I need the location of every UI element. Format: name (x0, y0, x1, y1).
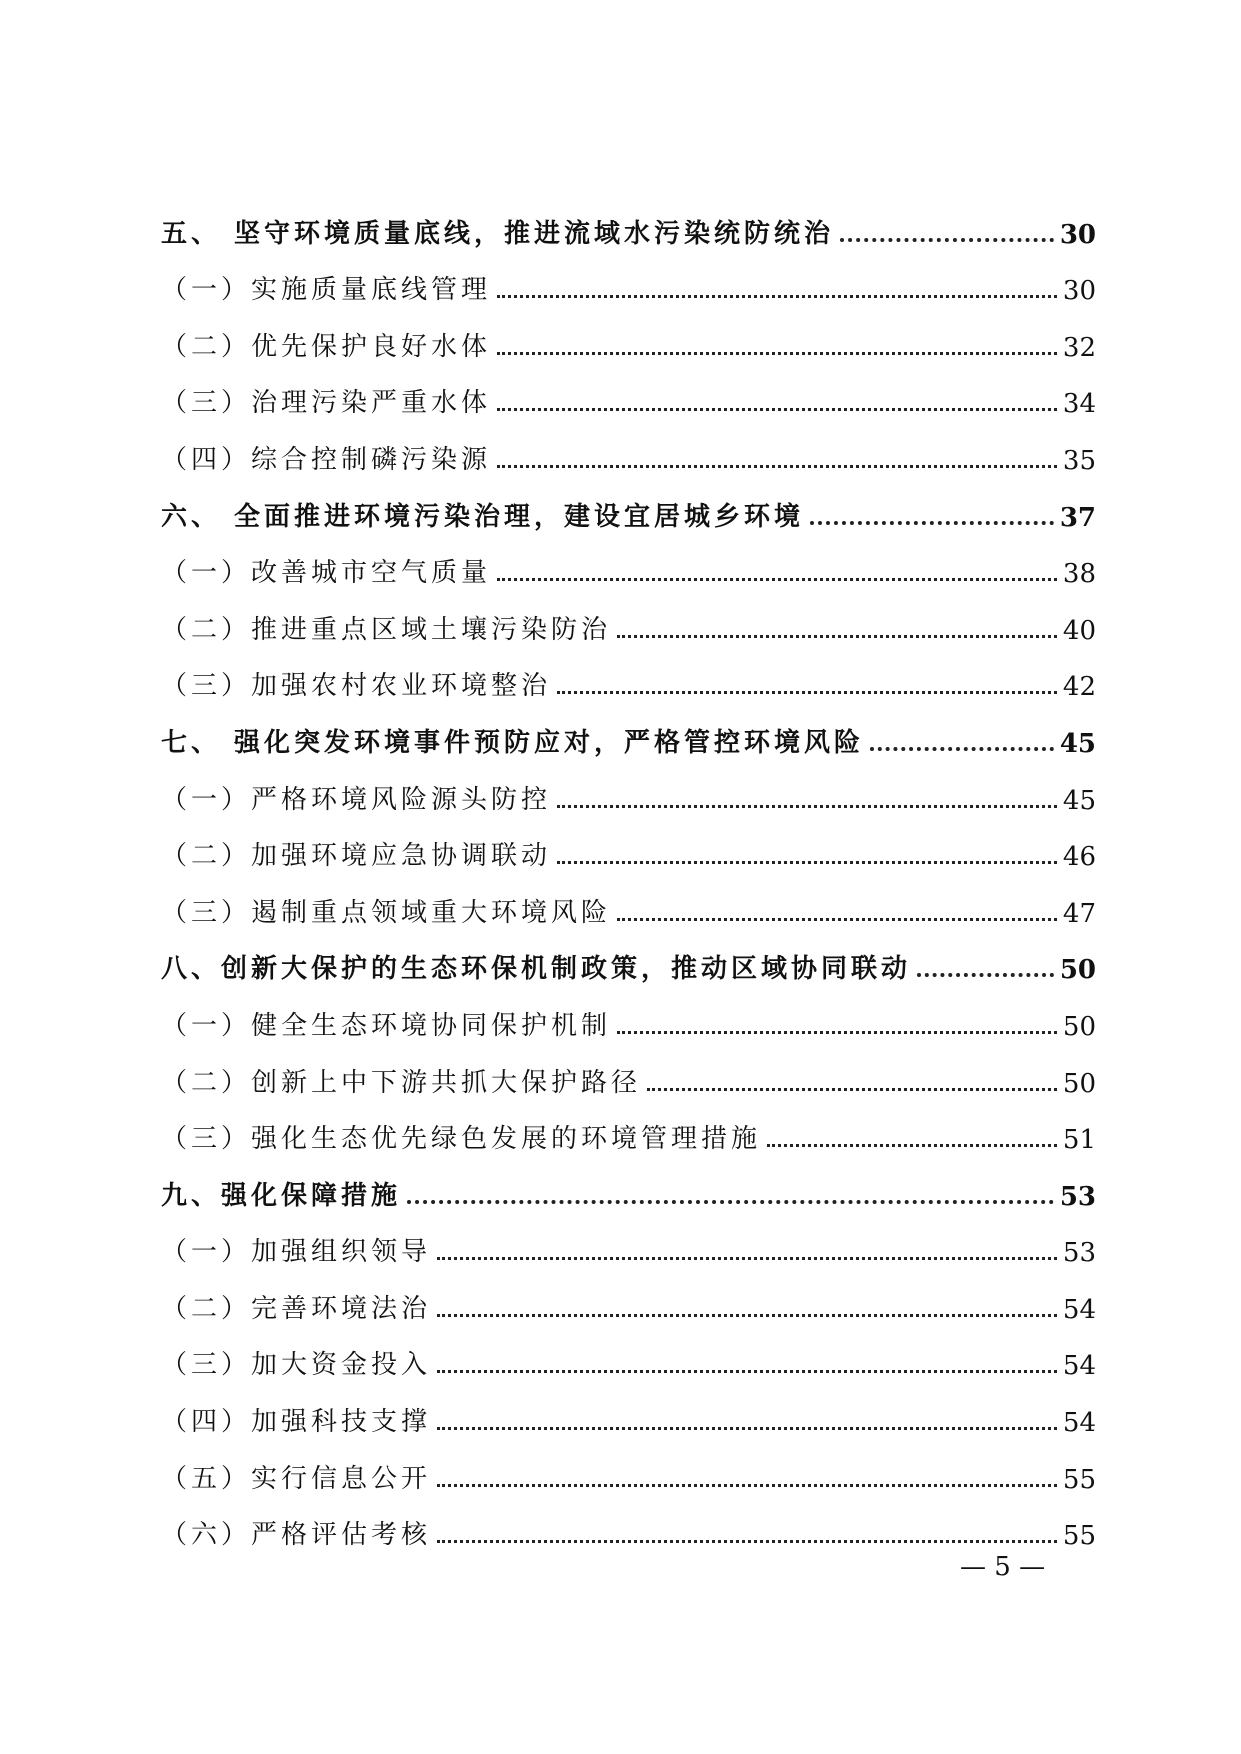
dot-leader (407, 1200, 1054, 1204)
toc-entry[interactable] (161, 250, 1096, 307)
toc-entry-title: （三）加强农村农业环境整治 (161, 671, 552, 702)
dot-leader (437, 1484, 1057, 1487)
toc-entry-page: 35 (1062, 445, 1096, 476)
toc-entry-title: （三）强化生态优先绿色发展的环境管理措施 (161, 1124, 762, 1155)
toc-entry[interactable] (161, 985, 1096, 1042)
dot-leader (840, 238, 1054, 242)
toc-entry[interactable] (161, 1099, 1096, 1156)
toc-entry[interactable] (161, 702, 1096, 759)
toc-entry-title: （一）改善城市空气质量 (161, 558, 492, 589)
toc-entry-page: 54 (1062, 1351, 1096, 1382)
dot-leader (557, 861, 1057, 864)
toc-entry-title: （二）推进重点区域土壤污染防治 (161, 614, 612, 645)
dot-leader (557, 805, 1057, 808)
toc-entry[interactable] (161, 1325, 1096, 1382)
toc-entry[interactable] (161, 306, 1096, 363)
toc-entry-title: （四）加强科技支撑 (161, 1407, 432, 1438)
toc-entry-page: 47 (1062, 898, 1096, 929)
dot-leader (870, 747, 1054, 751)
toc-entry-title: （二）完善环境法治 (161, 1293, 432, 1324)
dot-leader (437, 1257, 1057, 1260)
page-number: — 5 — (960, 1552, 1046, 1582)
toc-entry-title: （六）严格评估考核 (161, 1520, 432, 1551)
dot-leader (617, 1031, 1057, 1034)
toc-entry-page: 45 (1059, 728, 1096, 759)
toc-entry[interactable] (161, 589, 1096, 646)
dot-leader (617, 635, 1057, 638)
toc-entry[interactable] (161, 1495, 1096, 1552)
dot-leader (497, 578, 1057, 581)
toc-entry-page: 46 (1062, 842, 1096, 873)
toc-entry-page: 32 (1062, 332, 1096, 363)
toc-entry[interactable] (161, 419, 1096, 476)
toc-entry[interactable] (161, 363, 1096, 420)
toc-entry-title: 七、 强化突发环境事件预防应对，严格管控环境风险 (161, 727, 865, 758)
dot-leader (497, 352, 1057, 355)
toc-entry-title: （一）严格环境风险源头防控 (161, 784, 552, 815)
dot-leader (497, 465, 1057, 468)
toc-entry-page: 50 (1062, 1068, 1096, 1099)
toc-entry[interactable] (161, 759, 1096, 816)
toc-entry-page: 55 (1062, 1521, 1096, 1552)
toc-entry-title: 九、强化保障措施 (161, 1180, 402, 1211)
dot-leader (437, 1314, 1057, 1317)
dot-leader (497, 408, 1057, 411)
toc-entry-title: （三）加大资金投入 (161, 1350, 432, 1381)
toc-entry-page: 40 (1062, 615, 1096, 646)
toc-entry-title: （四）综合控制磷污染源 (161, 444, 492, 475)
toc-entry[interactable] (161, 816, 1096, 873)
toc-entry[interactable] (161, 1042, 1096, 1099)
toc-entry-page: 53 (1059, 1181, 1096, 1212)
toc-entry-page: 34 (1062, 389, 1096, 420)
toc-entry-title: （二）加强环境应急协调联动 (161, 841, 552, 872)
toc-entry-page: 42 (1062, 672, 1096, 703)
toc-entry[interactable] (161, 1155, 1096, 1212)
toc-entry-title: （一）实施质量底线管理 (161, 275, 492, 306)
toc-entry[interactable] (161, 476, 1096, 533)
toc-entry[interactable] (161, 1268, 1096, 1325)
toc-entry[interactable] (161, 1212, 1096, 1269)
toc-entry-page: 55 (1062, 1464, 1096, 1495)
toc-entry-page: 37 (1059, 502, 1096, 533)
toc-entry[interactable] (161, 646, 1096, 703)
toc-entry-page: 51 (1062, 1125, 1096, 1156)
toc-entry-title: （五）实行信息公开 (161, 1463, 432, 1494)
dot-leader (437, 1540, 1057, 1543)
toc-entry-page: 50 (1059, 955, 1096, 986)
toc-entry-page: 54 (1062, 1294, 1096, 1325)
toc-entry[interactable] (161, 1381, 1096, 1438)
toc-entry-title: 六、 全面推进环境污染治理，建设宜居城乡环境 (161, 501, 805, 532)
toc-entry[interactable] (161, 1438, 1096, 1495)
toc-entry-title: （一）健全生态环境协同保护机制 (161, 1010, 612, 1041)
dot-leader (557, 691, 1057, 694)
toc-entry-page: 30 (1062, 276, 1096, 307)
toc-entry[interactable] (161, 193, 1096, 250)
toc-entry[interactable] (161, 872, 1096, 929)
dot-leader (437, 1427, 1057, 1430)
toc-entry[interactable] (161, 533, 1096, 590)
toc-entry-title: （二）优先保护良好水体 (161, 331, 492, 362)
toc-entry-page: 38 (1062, 559, 1096, 590)
toc-entry-page: 50 (1062, 1011, 1096, 1042)
toc-entry-page: 45 (1062, 785, 1096, 816)
dot-leader (647, 1088, 1057, 1091)
dot-leader (810, 521, 1054, 525)
toc-entry-page: 53 (1062, 1238, 1096, 1269)
toc-entry-title: （二）创新上中下游共抓大保护路径 (161, 1067, 642, 1098)
toc-entry-page: 30 (1059, 219, 1096, 250)
dot-leader (617, 918, 1057, 921)
toc-entry[interactable] (161, 929, 1096, 986)
dot-leader (917, 973, 1054, 977)
toc-entry-title: 五、 坚守环境质量底线，推进流域水污染统防统治 (161, 218, 835, 249)
toc-entry-title: （三）治理污染严重水体 (161, 388, 492, 419)
dot-leader (767, 1144, 1057, 1147)
table-of-contents (161, 193, 1096, 1551)
toc-entry-title: （一）加强组织领导 (161, 1237, 432, 1268)
dot-leader (437, 1370, 1057, 1373)
toc-entry-title: （三）遏制重点领域重大环境风险 (161, 897, 612, 928)
toc-entry-page: 54 (1062, 1408, 1096, 1439)
toc-entry-title: 八、创新大保护的生态环保机制政策，推动区域协同联动 (161, 954, 912, 985)
dot-leader (497, 295, 1057, 298)
